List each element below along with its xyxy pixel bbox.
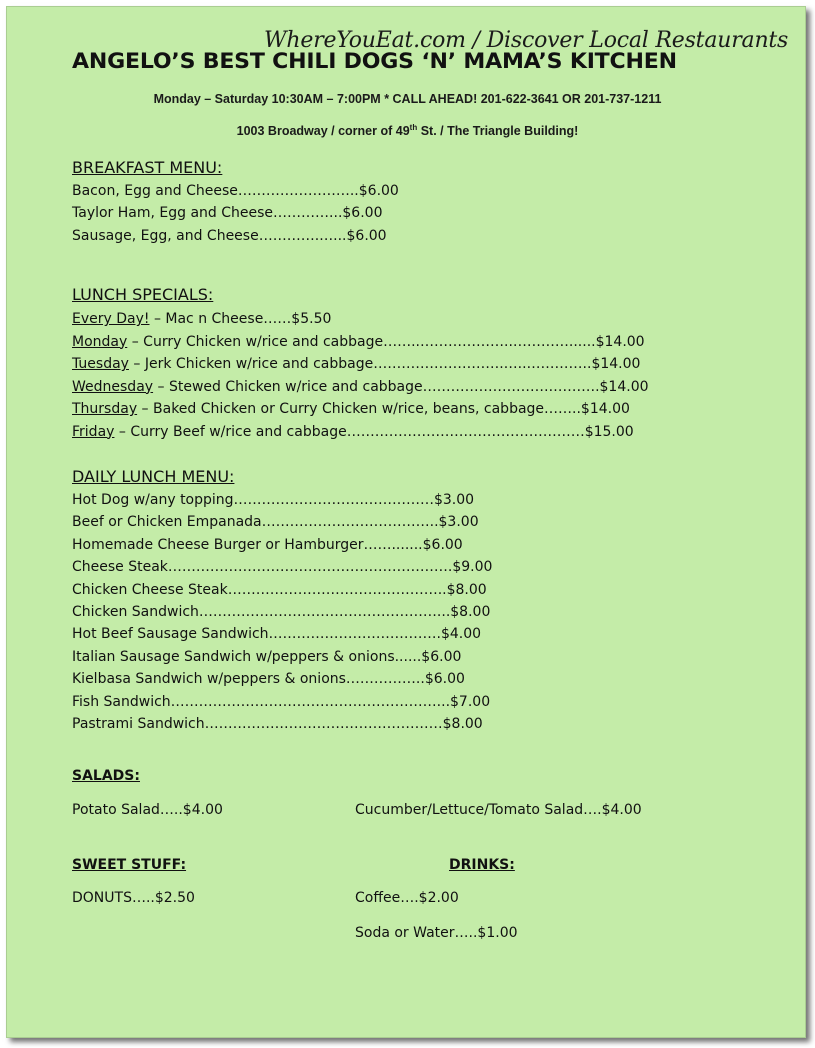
special-row xyxy=(72,376,649,399)
salad-item-cucumber: Cucumber/Lettuce/Tomato Salad….$4.00 xyxy=(355,802,642,818)
special-text: – Curry Chicken w/rice and cabbage……..………………..…………......$14.00 xyxy=(127,333,645,350)
breakfast-list xyxy=(72,180,399,247)
breakfast-item: Sausage, Egg, and Cheese………….…...$6.00 xyxy=(72,227,387,244)
sweet-stuff-heading: SWEET STUFF: xyxy=(72,857,187,873)
special-day: Tuesday xyxy=(72,356,129,372)
drinks-heading: DRINKS: xyxy=(449,857,515,873)
hours-line: Monday – Saturday 10:30AM – 7:00PM * CALL AHEAD! 201-622-3641 OR 201-737-1211 xyxy=(153,92,662,106)
special-day: Friday xyxy=(72,423,115,440)
special-text: – Mac n Cheese……$5.50 xyxy=(149,311,332,327)
lunch-specials-heading: LUNCH SPECIALS: xyxy=(72,285,214,304)
special-text: – Curry Beef w/rice and cabbage……………………………………………$15.00 xyxy=(114,423,634,440)
restaurant-title: ANGELO’S BEST CHILI DOGS ‘N’ MAMA’S KITCHEN xyxy=(72,49,677,73)
lunch-item: Chicken Cheese Steak………………………………………..$8.00 xyxy=(72,581,487,598)
lunch-specials-list xyxy=(72,308,649,443)
special-row xyxy=(72,331,649,354)
lunch-item: Fish Sandwich…………………………………………………...$7.00 xyxy=(72,693,491,710)
lunch-item: Homemade Cheese Burger or Hamburger…….......$6.00 xyxy=(72,536,463,553)
lunch-item: Chicken Sandwich……………………………………………...$8.00 xyxy=(72,603,491,620)
lunch-item: Kielbasa Sandwich w/peppers & onions……………..$6.00 xyxy=(72,671,465,688)
address-sup: th xyxy=(409,123,418,132)
special-text: – Baked Chicken or Curry Chicken w/rice, beans, cabbage……..$14.00 xyxy=(137,401,630,417)
salad-item-potato: Potato Salad…..$4.00 xyxy=(72,802,223,818)
lunch-item: Italian Sausage Sandwich w/peppers & onions......$6.00 xyxy=(72,648,462,665)
special-row xyxy=(72,353,649,376)
lunch-item: Pastrami Sandwich……………………………………………$8.00 xyxy=(72,715,483,732)
breakfast-heading: BREAKFAST MENU: xyxy=(72,158,223,177)
drink-item-soda: Soda or Water…..$1.00 xyxy=(355,925,518,941)
special-text: – Jerk Chicken w/rice and cabbage……………………….…..…………..$14.00 xyxy=(128,356,641,372)
special-text: – Stewed Chicken w/rice and cabbage……………………….……….$14.00 xyxy=(153,378,649,395)
address-line xyxy=(0,123,815,138)
breakfast-item: Bacon, Egg and Cheese……………………..$6.00 xyxy=(72,183,399,199)
site-watermark: WhereYouEat.com / Discover Local Restaurants xyxy=(264,28,789,53)
special-day: Monday xyxy=(72,333,128,350)
special-row xyxy=(72,421,649,444)
drink-item-coffee: Coffee….$2.00 xyxy=(355,890,459,906)
breakfast-item: Taylor Ham, Egg and Cheese…………...$6.00 xyxy=(72,205,383,222)
lunch-item: Cheese Steak…………………………………………………….$9.00 xyxy=(72,559,493,576)
special-day: Wednesday xyxy=(72,378,154,395)
lunch-item: Hot Beef Sausage Sandwich……………………………….$4.00 xyxy=(72,626,482,643)
address-suffix: St. / The Triangle Building! xyxy=(417,124,579,139)
sweet-item-donuts: DONUTS…..$2.50 xyxy=(72,890,195,906)
daily-lunch-list xyxy=(72,489,492,735)
lunch-item: Hot Dog w/any topping……………………….……………$3.00 xyxy=(72,492,475,508)
special-row xyxy=(72,308,649,331)
daily-lunch-heading: DAILY LUNCH MENU: xyxy=(72,467,235,486)
lunch-item: Beef or Chicken Empanada………………………………..$3.00 xyxy=(72,514,479,531)
special-day: Every Day! xyxy=(72,311,150,327)
address-prefix: 1003 Broadway / corner of 49 xyxy=(236,124,410,139)
special-day: Thursday xyxy=(72,401,138,417)
salads-heading: SALADS: xyxy=(72,768,140,784)
special-row xyxy=(72,398,649,421)
